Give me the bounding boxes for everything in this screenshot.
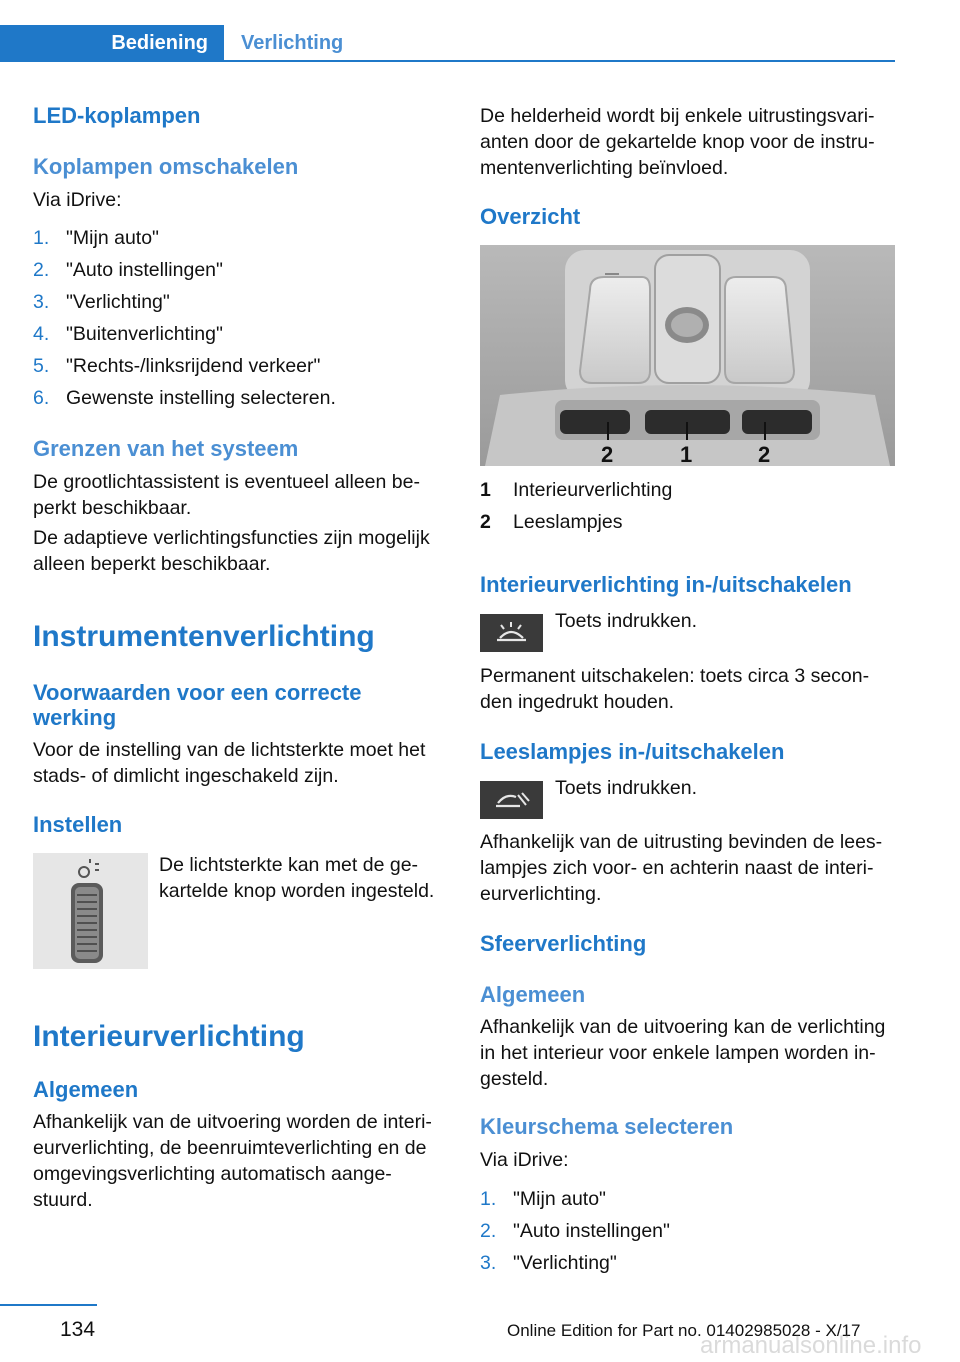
edition-text: Online Edition for Part no. 01402985028 - X/17 xyxy=(507,1321,861,1340)
voorwaarden-line-1: Voor de instelling van de lichtsterkte moet het xyxy=(33,739,426,761)
permanent-line-1: Permanent uitschakelen: toets circa 3 secon- xyxy=(480,665,870,687)
overhead-console-image xyxy=(480,245,895,466)
heading-algemeen-right: Algemeen xyxy=(480,982,586,1007)
algemeen-line-2: eurverlichting, de beenruimteverlichting en de xyxy=(33,1137,427,1159)
step-number: 4. xyxy=(33,323,50,345)
heading-led-koplampen: LED-koplampen xyxy=(33,103,201,128)
heading-leeslampjes: Leeslampjes in-/uitschakelen xyxy=(480,739,785,764)
header-divider xyxy=(0,60,895,62)
step-number: 2. xyxy=(33,259,50,281)
heading-instrumentenverlichting: Instrumentenverlichting xyxy=(33,620,375,653)
algemeen-line-4: stuurd. xyxy=(33,1189,93,1211)
reading-light-icon xyxy=(480,781,543,819)
algemeen-line-3: omgevingsverlichting automatisch aange- xyxy=(33,1163,392,1185)
sfeer-line-2: in het interieur voor enkele lampen worden in- xyxy=(480,1042,876,1064)
step-text: "Auto instellingen" xyxy=(66,259,223,281)
helderheid-line-2: anten door de gekartelde knop voor de instru- xyxy=(480,131,875,153)
knob-illustration xyxy=(33,853,148,969)
header-bar xyxy=(0,0,895,62)
instellen-line-2: kartelde knop worden ingesteld. xyxy=(159,880,435,902)
step-number: 6. xyxy=(33,387,50,409)
sfeer-line-1: Afhankelijk van de uitvoering kan de verlichting xyxy=(480,1016,886,1038)
knob-icon xyxy=(33,853,148,969)
afh-line-2: lampjes zich voor- en achterin naast de interi- xyxy=(480,857,874,879)
step-number: 3. xyxy=(480,1252,497,1274)
heading-algemeen-left: Algemeen xyxy=(33,1077,139,1102)
heading-voorwaarden-1: Voorwaarden voor een correcte xyxy=(33,680,362,705)
afh-line-3: eurverlichting. xyxy=(480,883,602,905)
heading-sfeerverlichting: Sfeerverlichting xyxy=(480,931,647,956)
via-idrive-label: Via iDrive: xyxy=(33,189,122,211)
heading-interieur-schakelen: Interieurverlichting in-/uitschakelen xyxy=(480,572,852,597)
helderheid-line-1: De helderheid wordt bij enkele uitrustingsvari- xyxy=(480,105,875,127)
step-text: "Mijn auto" xyxy=(513,1188,606,1210)
legend-text: Leeslampjes xyxy=(513,511,623,533)
interior-light-button-image xyxy=(480,614,543,652)
helderheid-line-3: mentenverlichting beïnvloed. xyxy=(480,157,729,179)
permanent-line-2: den ingedrukt houden. xyxy=(480,691,675,713)
voorwaarden-line-2: stads- of dimlicht ingeschakeld zijn. xyxy=(33,765,339,787)
heading-voorwaarden-2: werking xyxy=(33,705,117,730)
heading-grenzen: Grenzen van het systeem xyxy=(33,436,299,461)
overhead-console-illustration xyxy=(480,245,895,466)
heading-kleurschema: Kleurschema selecteren xyxy=(480,1114,734,1139)
afh-line-1: Afhankelijk van de uitrusting bevinden de lees- xyxy=(480,831,883,853)
step-number: 2. xyxy=(480,1220,497,1242)
legend-text: Interieurverlichting xyxy=(513,479,673,501)
grenzen-line-2: perkt beschikbaar. xyxy=(33,497,192,519)
legend-number: 2 xyxy=(480,511,491,533)
tab-verlichting[interactable]: Verlichting xyxy=(241,32,344,54)
reading-light-button-image xyxy=(480,781,543,819)
heading-koplampen-omschakelen: Koplampen omschakelen xyxy=(33,154,299,179)
step-number: 3. xyxy=(33,291,50,313)
tab-bediening[interactable]: Bediening xyxy=(0,25,224,61)
step-number: 1. xyxy=(33,227,50,249)
instellen-line-1: De lichtsterkte kan met de ge- xyxy=(159,854,419,876)
step-text: "Mijn auto" xyxy=(66,227,159,249)
grenzen-line-4: alleen beperkt beschikbaar. xyxy=(33,553,271,575)
step-number: 5. xyxy=(33,355,50,377)
step-number: 1. xyxy=(480,1188,497,1210)
step-text: "Buitenverlichting" xyxy=(66,323,223,345)
heading-interieurverlichting: Interieurverlichting xyxy=(33,1020,305,1053)
image-label-1: 1 xyxy=(680,442,693,467)
interior-light-icon xyxy=(480,614,543,652)
step-text: Gewenste instelling selecteren. xyxy=(66,387,336,409)
algemeen-line-1: Afhankelijk van de uitvoering worden de interi- xyxy=(33,1111,432,1133)
image-label-2-right: 2 xyxy=(758,442,771,467)
step-text: "Rechts-/linksrijdend verkeer" xyxy=(66,355,321,377)
step-text: "Auto instellingen" xyxy=(513,1220,670,1242)
via-idrive-label-right: Via iDrive: xyxy=(480,1149,569,1171)
footer-divider xyxy=(0,1304,97,1306)
watermark: armanualsonline.info xyxy=(700,1332,922,1359)
sfeer-line-3: gesteld. xyxy=(480,1068,549,1090)
heading-overzicht: Overzicht xyxy=(480,204,581,229)
legend-number: 1 xyxy=(480,479,491,501)
step-text: "Verlichting" xyxy=(66,291,170,313)
image-label-2-left: 2 xyxy=(601,442,614,467)
toets-indrukken-2: Toets indrukken. xyxy=(555,777,697,799)
page-number: 134 xyxy=(60,1318,96,1341)
step-text: "Verlichting" xyxy=(513,1252,617,1274)
grenzen-line-3: De adaptieve verlichtingsfuncties zijn mogelijk xyxy=(33,527,430,549)
grenzen-line-1: De grootlichtassistent is eventueel alleen be- xyxy=(33,471,420,493)
toets-indrukken-1: Toets indrukken. xyxy=(555,610,697,632)
heading-instellen: Instellen xyxy=(33,812,123,837)
